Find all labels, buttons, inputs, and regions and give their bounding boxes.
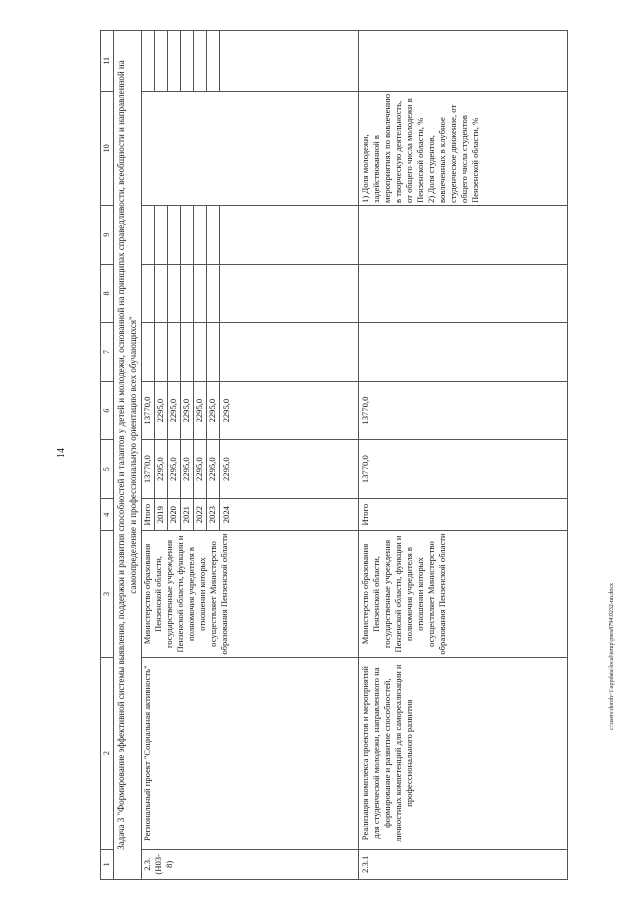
empty-cell	[194, 31, 207, 92]
total-amount: 2295,0	[220, 440, 359, 499]
column-number: 3	[101, 531, 114, 657]
task-row	[114, 31, 142, 880]
empty-cell	[155, 264, 168, 323]
empty-cell	[207, 205, 220, 264]
empty-cell	[181, 31, 194, 92]
column-number: 8	[101, 264, 114, 323]
total-amount: 2295,0	[181, 440, 194, 499]
federal-amount: 2295,0	[181, 381, 194, 440]
empty-cell	[207, 31, 220, 92]
empty-cell	[155, 205, 168, 264]
footer-file-path: c:\users\doroh~1\appdata\local\temp\pnes8794\0232-nn.docx	[609, 582, 615, 730]
year-cell: 2020	[168, 499, 181, 531]
empty-cell	[220, 31, 359, 92]
row-number: 2.3.1	[359, 849, 568, 879]
executor: Министерство образования Пензенской области, государственные учреждения Пензенской области, функции и полномочия учредителя в отношении которых осуществляет Министерство образования Пензенской области	[142, 531, 359, 657]
empty-cell	[220, 323, 359, 382]
indicators	[142, 91, 359, 205]
year-cell: 2019	[155, 499, 168, 531]
document-page	[100, 30, 600, 880]
empty-cell	[142, 31, 155, 92]
empty-cell	[194, 205, 207, 264]
rotated-table-wrapper	[100, 30, 600, 880]
indicators: 1) Доля молодежи, задействованной в мероприятиях по вовлечению в творческую деятельность, от общего числа молодежи в Пензенской области, % 2) Доля студентов, вовлеченных в клубное студенческое движение, от общего числа студентов Пензенской области, %	[359, 91, 568, 205]
empty-cell	[168, 205, 181, 264]
total-amount: 2295,0	[194, 440, 207, 499]
empty-cell	[194, 264, 207, 323]
empty-cell	[155, 31, 168, 92]
column-number: 9	[101, 205, 114, 264]
year-cell: Итого	[359, 499, 568, 531]
activity-name: Реализация комплекса проектов и мероприятий для студенческой молодежи, направленного на формирование и развитие способностей, личностных компетенций для самореализации и профессионального развития	[359, 657, 568, 849]
column-number: 1	[101, 849, 114, 879]
empty-cell	[142, 323, 155, 382]
column-number: 5	[101, 440, 114, 499]
executor: Министерство образования Пензенской области, государственные учреждения Пензенской области, функции и полномочия учредителя в отношении которых осуществляет Министерство образования Пензенской области	[359, 531, 568, 657]
empty-cell	[155, 323, 168, 382]
total-amount: 2295,0	[207, 440, 220, 499]
year-cell: 2022	[194, 499, 207, 531]
empty-cell	[181, 323, 194, 382]
federal-amount: 13770,0	[142, 381, 155, 440]
column-number: 7	[101, 323, 114, 382]
total-amount: 2295,0	[155, 440, 168, 499]
empty-cell	[220, 264, 359, 323]
federal-amount: 13770,0	[359, 381, 568, 440]
empty-cell	[181, 205, 194, 264]
empty-cell	[207, 323, 220, 382]
activity-name: Региональный проект "Социальная активность"	[142, 657, 359, 849]
empty-cell	[220, 205, 359, 264]
empty-cell	[168, 31, 181, 92]
empty-cell	[359, 205, 568, 264]
column-number-row	[101, 31, 114, 880]
empty-cell	[359, 31, 568, 92]
page-number: 14	[56, 448, 67, 458]
empty-cell	[168, 323, 181, 382]
empty-cell	[194, 323, 207, 382]
empty-cell	[168, 264, 181, 323]
table-row	[142, 31, 155, 880]
total-amount: 2295,0	[168, 440, 181, 499]
column-number: 11	[101, 31, 114, 92]
empty-cell	[207, 264, 220, 323]
year-cell: 2023	[207, 499, 220, 531]
empty-cell	[359, 264, 568, 323]
federal-amount: 2295,0	[194, 381, 207, 440]
federal-amount: 2295,0	[168, 381, 181, 440]
table-row	[359, 31, 568, 880]
program-table	[100, 30, 568, 880]
federal-amount: 2295,0	[155, 381, 168, 440]
year-cell: 2021	[181, 499, 194, 531]
task-title: Задача 3 "Формирование эффективной системы выявления, поддержки и развития способностей и талантов у детей и молодежи, основанной на принципах справедливости, всеобщности и направленной на самоопределение и профессиональную ориентацию всех обучающихся"	[114, 31, 142, 880]
total-amount: 13770,0	[359, 440, 568, 499]
year-cell: Итого	[142, 499, 155, 531]
federal-amount: 2295,0	[207, 381, 220, 440]
empty-cell	[142, 264, 155, 323]
column-number: 2	[101, 657, 114, 849]
column-number: 10	[101, 91, 114, 205]
row-number: 2.3. (Н03-8)	[142, 849, 359, 879]
column-number: 4	[101, 499, 114, 531]
empty-cell	[142, 205, 155, 264]
federal-amount: 2295,0	[220, 381, 359, 440]
empty-cell	[359, 323, 568, 382]
column-number: 6	[101, 381, 114, 440]
year-cell: 2024	[220, 499, 359, 531]
empty-cell	[181, 264, 194, 323]
total-amount: 13770,0	[142, 440, 155, 499]
